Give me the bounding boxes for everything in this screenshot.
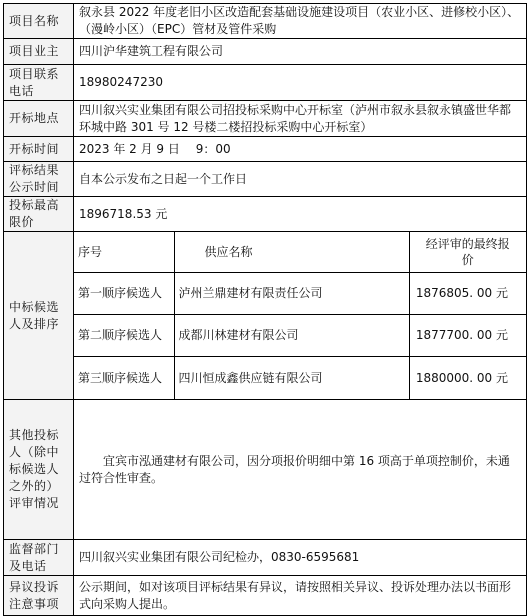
row-contact-phone [4,65,527,101]
candidates-table-cell [74,232,527,400]
row-supervision [4,540,527,576]
other-bidders-label: 其他投标人（除中标候选人之外的）评审情况 [4,400,74,540]
candidate-rank: 第三顺序候选人 [74,356,174,399]
supervision-label: 监督部门及电话 [4,540,74,576]
header-rank: 序号 [74,232,174,272]
row-bid-time [4,137,527,162]
row-project-owner [4,39,527,65]
candidates-header-row [74,232,526,272]
candidate-supplier: 泸州兰鼎建材有限责任公司 [174,272,409,314]
supervision-value: 四川叙兴实业集团有限公司纪检办，0830-6595681 [74,540,527,576]
candidate-price: 1877700. 00 元 [409,314,526,356]
max-price-value: 1896718.53 元 [74,197,527,232]
candidate-rank: 第二顺序候选人 [74,314,174,356]
candidate-price: 1880000. 00 元 [409,356,526,399]
objection-label: 异议投诉注意事项 [4,576,74,616]
header-supplier: 供应名称 [174,232,409,272]
project-name-label: 项目名称 [4,4,74,39]
bid-time-value: 2023 年 2 月 9 日 9：00 [74,137,527,162]
candidates-table [74,232,526,399]
contact-phone-value: 18980247230 [74,65,527,101]
bid-location-label: 开标地点 [4,101,74,137]
row-project-name [4,4,527,39]
row-candidates [4,232,527,400]
candidate-price: 1876805. 00 元 [409,272,526,314]
max-price-label: 投标最高限价 [4,197,74,232]
contact-phone-label: 项目联系电话 [4,65,74,101]
bid-location-value: 四川叙兴实业集团有限公司招投标采购中心开标室（泸州市叙永县叙永镇盛世华都环城中路 301 号 12 号楼二楼招投标采购中心开标室） [74,101,527,137]
row-max-price [4,197,527,232]
table-row [74,314,526,356]
row-objection [4,576,527,616]
candidate-supplier: 成都川林建材有限公司 [174,314,409,356]
project-name-value: 叙永县 2022 年度老旧小区改造配套基础设施建设项目（农业小区、进修校小区）、（漫岭小区）（EPC）管材及管件采购 [74,4,527,39]
notice-table [3,3,527,616]
bid-time-label: 开标时间 [4,137,74,162]
row-bid-location [4,101,527,137]
publicity-time-value: 自本公示发布之日起一个工作日 [74,162,527,197]
project-owner-value: 四川沪华建筑工程有限公司 [74,39,527,65]
row-publicity-time [4,162,527,197]
project-owner-label: 项目业主 [4,39,74,65]
header-price: 经评审的最终报价 [409,232,526,272]
other-bidders-value: 宜宾市泓通建材有限公司，因分项报价明细中第 16 项高于单项控制价，未通过符合性审查。 [74,400,527,540]
table-row [74,356,526,399]
objection-value: 公示期间，如对该项目评标结果有异议，请按照相关异议、投诉处理办法以书面形式向采购人提出。 [74,576,527,616]
candidate-rank: 第一顺序候选人 [74,272,174,314]
candidates-label: 中标候选人及排序 [4,232,74,400]
candidate-supplier: 四川恒成鑫供应链有限公司 [174,356,409,399]
publicity-time-label: 评标结果公示时间 [4,162,74,197]
table-row [74,272,526,314]
row-other-bidders [4,400,527,540]
